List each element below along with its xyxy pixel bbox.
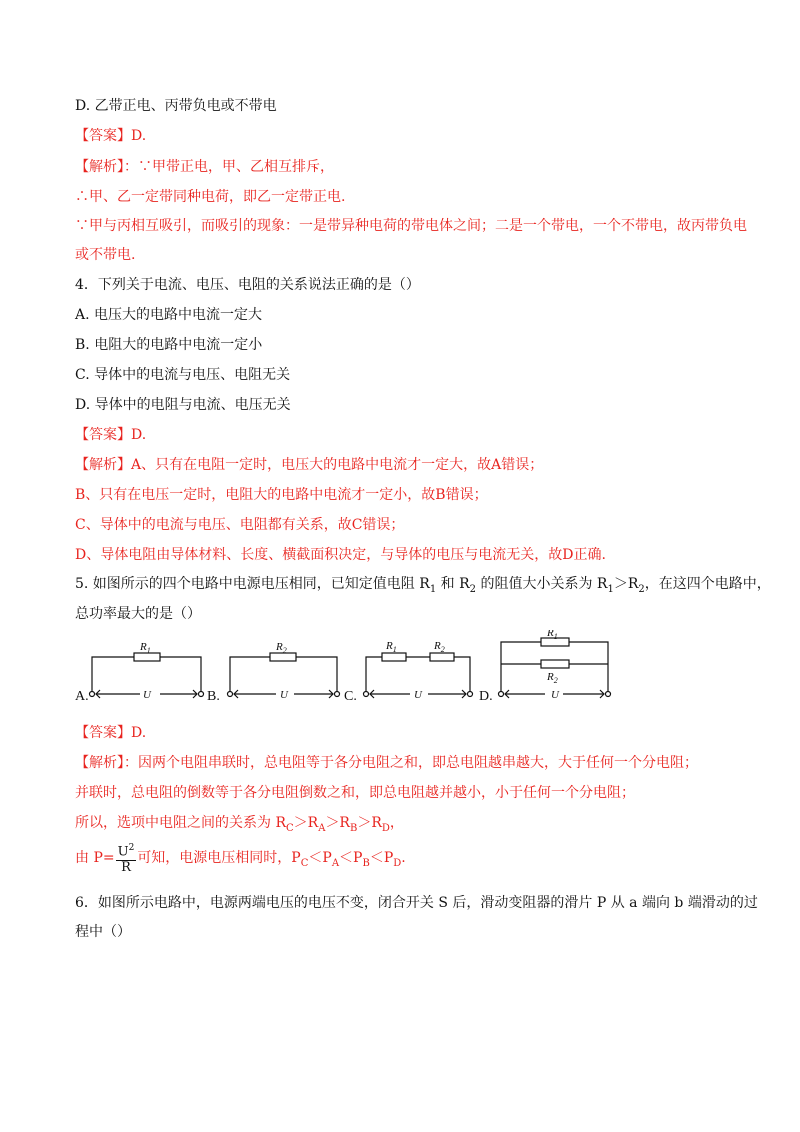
q4-answer: 【答案】D.: [75, 427, 147, 443]
circuit-d-u-label: U: [551, 689, 559, 701]
q4-analysis-line-1: 【解析】A、只有在电阻一定时，电压大的电路中电流才一定大，故A错误；: [75, 457, 544, 473]
option-a-label: A.: [75, 689, 89, 704]
option-b-label: B.: [207, 689, 220, 704]
q3-analysis-line-2: ∴甲、乙一定带同种电荷，即乙一定带正电.: [75, 189, 346, 205]
circuit-b-r-label: $R_2$: [276, 641, 287, 655]
q5-analysis-line-2: 并联时，总电阻的倒数等于各分电阻倒数之和，即总电阻越并越小，小于任何一个分电阻；: [75, 785, 635, 801]
q5-answer: 【答案】D.: [75, 725, 147, 741]
option-d-label: D.: [479, 689, 493, 704]
circuit-c-u-label: U: [414, 689, 422, 701]
q5-stem-line-2: 总功率最大的是（）: [75, 606, 201, 622]
circuit-c-r2-label: $R_2$: [434, 640, 445, 654]
circuit-d-r1-label: $R_1$: [547, 630, 558, 641]
q4-analysis-line-2: B、只有在电压一定时，电阻大的电路中电流才一定小，故B错误；: [75, 487, 488, 503]
q4-option-d: D. 导体中的电阻与电流、电压无关: [75, 397, 291, 413]
q4-analysis-line-3: C、导体中的电流与电压、电阻都有关系，故C错误；: [75, 517, 405, 533]
q3-analysis-line-1: 【解析】：∵甲带正电，甲、乙相互排斥，: [75, 159, 334, 175]
q4-option-c: C. 导体中的电流与电压、电阻无关: [75, 367, 291, 383]
circuit-a-u-label: U: [143, 689, 151, 701]
q5-analysis-line-4: 由 P= $\frac{U^2}{R}$ 可知，电源电压相同时，$P_C<P_A<P_B<P_D$.: [75, 843, 406, 875]
q4-stem: 4．下列关于电流、电压、电阻的关系说法正确的是（）: [75, 277, 420, 293]
q6-stem-line-2: 程中（）: [75, 924, 131, 940]
circuit-c-r1-label: $R_1$: [386, 640, 397, 654]
circuit-d-r2-label: $R_2$: [547, 671, 558, 685]
power-formula-fraction: $\frac{U^2}{R}$: [117, 843, 135, 875]
q5-analysis-line-3: 所以，选项中电阻之间的关系为 $R_C>R_A>R_B>R_D$，: [75, 815, 404, 834]
q3-analysis-line-3: ∵甲与丙相互吸引，而吸引的现象：一是带异种电荷的带电体之间；二是一个带电，一个不带电，故丙带负电: [75, 218, 747, 234]
q5-stem-line-1: 5. 如图所示的四个电路中电源电压相同，已知定值电阻 $R_1$ 和 $R_2$ 的阻值大小关系为 $R_1>R_2$，在这四个电路中，: [75, 576, 771, 595]
circuit-b-u-label: U: [280, 689, 288, 701]
q4-option-b: B. 电阻大的电路中电流一定小: [75, 337, 263, 353]
q4-option-a: A. 电压大的电路中电流一定大: [75, 307, 263, 323]
q3-answer: 【答案】D.: [75, 128, 147, 144]
q6-stem-line-1: 6．如图所示电路中，电源两端电压的电压不变，闭合开关 S 后，滑动变阻器的滑片 P 从 a 端向 b 端滑动的过: [75, 895, 758, 911]
q3-analysis-line-4: 或不带电.: [75, 247, 136, 263]
q4-analysis-line-4: D、导体电阻由导体材料、长度、横截面积决定，与导体的电压与电流无关，故D正确.: [75, 547, 606, 563]
q5-circuit-diagrams: [0, 630, 800, 710]
q3-option-d: D. 乙带正电、丙带负电或不带电: [75, 98, 277, 114]
option-c-label: C.: [344, 689, 357, 704]
q5-analysis-line-1: 【解析】：因两个电阻串联时，总电阻等于各分电阻之和，即总电阻越串越大，大于任何一个分电阻；: [75, 755, 698, 771]
circuit-a-r-label: $R_1$: [140, 641, 151, 655]
